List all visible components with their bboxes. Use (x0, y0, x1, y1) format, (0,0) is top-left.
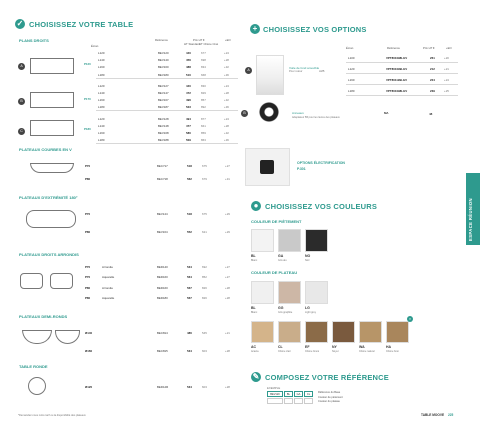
swatch-name: Chêne brun (386, 350, 400, 353)
color-swatch (278, 321, 301, 343)
cell: 486 (187, 331, 192, 335)
cell: BEC814 (157, 331, 168, 335)
cell: +28 (224, 58, 229, 63)
swatch-code: NY (332, 345, 337, 349)
cell: 456 (186, 58, 191, 63)
cell: +20 (444, 56, 449, 60)
cell: L180 (98, 72, 105, 77)
table-drawing-arrondis-2 (50, 273, 73, 289)
cell: 534 (187, 349, 192, 353)
header-prix: Prix HT € (193, 38, 205, 42)
cell: BED140 (157, 265, 168, 269)
cell: 494 (186, 116, 191, 121)
cell: L160 (98, 98, 105, 103)
swatch-code: BL (251, 254, 256, 258)
code-p180: P180 (84, 127, 91, 131)
category-icon-a: A (18, 63, 25, 70)
cell: 677 (201, 51, 206, 55)
cell: L120 (98, 116, 105, 121)
cell: +28 (225, 349, 230, 353)
page-title-left: CHOISISSEZ VOTRE TABLE (29, 20, 134, 29)
pied-title: COULEUR DE PIÈTEMENT (251, 219, 302, 224)
swatch-name: Gris graphite (278, 311, 293, 314)
divider (346, 62, 458, 63)
colors-title: CHOISISSEZ VOS COULEURS (265, 202, 378, 211)
cell: 834 (201, 65, 206, 70)
cell: +27 (225, 275, 230, 279)
table-row (98, 97, 238, 103)
cell: 564 (187, 275, 192, 279)
options-title: CHOISISSEZ VOS OPTIONS (263, 25, 367, 34)
table-row (98, 123, 238, 129)
swatch-code: EF (305, 345, 310, 349)
cell: BEC815 (157, 349, 168, 353)
cell: Aquarelle (102, 275, 115, 279)
cell: +32 (224, 98, 229, 103)
cell: 859 (201, 131, 206, 135)
cell: P70 (85, 275, 91, 279)
section-title-courbes: PLATEAUX COURBES EN V (19, 147, 72, 152)
table-row (85, 163, 245, 169)
ref-cell (294, 398, 303, 404)
ref-cell: GA (294, 391, 303, 397)
table-drawing-extremite (26, 210, 76, 228)
cell: 239 (430, 89, 435, 93)
cell: 534 (187, 265, 192, 269)
cell: 852 (202, 275, 207, 279)
cell: 518 (187, 164, 192, 168)
cell: 534 (187, 385, 192, 389)
swatch-code: WA (359, 345, 365, 349)
voile-image (256, 55, 284, 95)
cell: L100 (348, 56, 355, 60)
swatch-name: Blanc (251, 311, 258, 314)
cell: 892 (201, 105, 206, 110)
section-title-arrondis: PLATEAUX DROITS ARRONDIS (19, 252, 79, 257)
ref-cell: CL (304, 391, 313, 397)
cell: BEV187 (158, 105, 169, 110)
swatch-name: Acacia (251, 350, 259, 353)
cell: VPT801099LGV (386, 67, 408, 71)
table-row (98, 104, 238, 110)
table-row (98, 116, 238, 122)
cell: BEV144 (157, 212, 168, 216)
footnote: *Demandez-nous notre tarif ou la disponibilité des plateaux (18, 414, 86, 417)
cell: L140 (98, 91, 105, 95)
cell: 261 (430, 56, 435, 60)
cell: Ø120 (85, 385, 93, 389)
ref-example: EXEMPLE (267, 386, 281, 390)
swatch-name: Gris alu (278, 259, 287, 262)
cell: BEV160 (158, 65, 169, 70)
table-row (85, 211, 245, 217)
opt-header-prix: Prix HT € (423, 46, 435, 50)
cell: BEV167 (158, 98, 169, 103)
cell: +21 (444, 67, 449, 71)
cell: L140 (98, 58, 105, 63)
table-drawing-a (30, 58, 74, 74)
ref-cell: BEV120 (267, 391, 283, 397)
color-swatch (386, 321, 409, 343)
table-row (98, 50, 238, 56)
ref-legend-item: Couleur de piètement (318, 395, 343, 399)
divider (346, 95, 458, 96)
table-row (98, 64, 238, 70)
category-icon-voile: A (245, 67, 252, 74)
cell: 877 (201, 116, 206, 121)
cell: +28 (224, 123, 229, 128)
swatch-code: NO (305, 254, 311, 258)
header-ht-std: HT Standard (184, 42, 200, 46)
cell: VPT801098LGV (386, 89, 408, 93)
cell: +29 (225, 230, 230, 234)
cell: Arrondie (102, 286, 113, 290)
cell: 698 (201, 58, 206, 63)
ref-legend-item: Couleur du plateau (318, 400, 340, 403)
cell: +28 (225, 385, 230, 389)
cell: 212 (430, 67, 435, 71)
cell: L160 (98, 65, 105, 70)
cell: VPT801098LGV (386, 56, 408, 60)
cell: +25 (444, 89, 449, 93)
section-title-plans-droits: PLANS DROITS (19, 38, 49, 43)
cell: Arrondie (102, 265, 113, 269)
anneau-image (257, 100, 281, 124)
color-swatch (251, 229, 274, 252)
table-row (85, 229, 245, 235)
color-swatch (305, 321, 328, 343)
footer-page: 225 (448, 413, 454, 417)
plateau-title: COULEUR DE PLATEAU (251, 270, 298, 275)
header-eo: +EO (225, 38, 231, 42)
table-drawing-demi-rond-1 (22, 330, 52, 344)
swatch-code: LG (305, 306, 310, 310)
elec-label: OPTIONS ÉLECTRIFICATION (297, 161, 345, 165)
cell: BEV168 (158, 131, 169, 135)
voile-sub: Pour retour (289, 70, 303, 73)
table-drawing-b (30, 92, 74, 108)
cell: BEV147 (158, 91, 169, 95)
cell: L120 (348, 67, 355, 71)
warning-badge: × (408, 316, 412, 321)
table-row (85, 384, 245, 390)
cell: Aquarelle (102, 296, 115, 300)
table-row (98, 83, 238, 89)
cell: P80 (85, 286, 91, 290)
swatch-code: AC (251, 345, 257, 349)
cell: BED160 (157, 275, 168, 279)
cell: +32 (224, 65, 229, 70)
footer-title: TABLE MOOVE (421, 413, 445, 417)
cell: 552 (187, 230, 192, 234)
cell: +31 (225, 177, 230, 181)
cell: 440 (186, 83, 191, 88)
cell: +24 (224, 116, 229, 121)
cell: L160 (348, 78, 355, 82)
cell: 675 (202, 164, 207, 168)
divider (346, 84, 458, 85)
cell: +28 (225, 286, 230, 290)
cell: +28 (224, 91, 229, 95)
table-row (348, 88, 458, 94)
color-swatch (251, 281, 274, 304)
cell: 829 (201, 91, 206, 95)
divider (346, 73, 458, 74)
table-row (348, 55, 458, 61)
table-row (98, 57, 238, 63)
cell: 545 (202, 331, 207, 335)
cell: 857 (201, 98, 206, 103)
cell: BEV140 (158, 58, 169, 63)
cell: L120 (98, 83, 105, 88)
side-tab (466, 173, 480, 245)
cell: VPT801199LGV (386, 78, 408, 82)
swatch-name: Chêne foncé (305, 350, 320, 353)
anneau-label: Anneaux (292, 111, 304, 115)
ref-cell (267, 398, 283, 404)
cell: BED12R (157, 385, 169, 389)
cell: 562 (187, 177, 192, 181)
swatch-code: CL (278, 345, 283, 349)
table-drawing-ronde (28, 377, 46, 395)
swatch-code: HA (386, 345, 392, 349)
color-swatch (359, 321, 382, 343)
cell: BEC718 (157, 177, 168, 181)
cell: L180 (348, 89, 355, 93)
cell: 668 (201, 72, 206, 77)
cell: 496 (186, 98, 191, 103)
side-tab-label: ESPACE RÉUNION (468, 198, 473, 241)
plus-icon: + (250, 24, 260, 34)
swatch-name: Chêne naturel (359, 350, 375, 353)
cell: +24 (224, 51, 229, 55)
anneau-price: 48 (429, 112, 433, 116)
swatch-name: Noir (305, 259, 310, 262)
color-swatch (305, 229, 328, 252)
divider (96, 110, 238, 111)
cell: 603 (202, 385, 207, 389)
table-row (85, 176, 245, 182)
header-ecran: Écran (91, 44, 99, 48)
cell: 826 (202, 296, 207, 300)
table-row (85, 264, 245, 270)
voile-mid: HZB (319, 70, 325, 73)
table-row (98, 130, 238, 136)
palette-icon: ● (251, 201, 261, 211)
cell: 518 (187, 212, 192, 216)
cell: P80 (85, 177, 91, 181)
cell: 830 (201, 83, 206, 88)
cell: BEV128 (158, 116, 169, 121)
cell: L160 (98, 131, 105, 135)
cell: +24 (224, 83, 229, 88)
pencil-icon: ✎ (252, 372, 260, 381)
cell: Ø140 (85, 331, 93, 335)
cell: 692 (202, 265, 207, 269)
cell: P70 (85, 265, 91, 269)
cell: BEV127 (158, 83, 169, 88)
cell: P80 (85, 230, 91, 234)
cell: +32 (224, 131, 229, 135)
table-row (348, 66, 458, 72)
swatch-name: Blanc (251, 259, 258, 262)
cell: 826 (202, 286, 207, 290)
color-swatch (278, 281, 301, 304)
ref-cell: BL (284, 391, 293, 397)
cell: 472 (186, 91, 191, 95)
voile-label: Voile de fond amovible (289, 66, 320, 70)
cell: +24 (444, 78, 449, 82)
ref-cell (304, 398, 313, 404)
table-row (85, 330, 245, 336)
table-drawing-courbes (30, 163, 74, 173)
check-icon: ✓ (16, 19, 24, 28)
cell: BEV188 (158, 138, 169, 143)
divider (96, 78, 238, 79)
color-swatch (305, 281, 328, 304)
table-row (348, 77, 458, 83)
cell: L180 (98, 105, 105, 110)
cell: Ø160 (85, 349, 93, 353)
header-ht-chene: HT Chêne Ciné (199, 42, 219, 46)
cell: +29 (225, 212, 230, 216)
cell: +27 (225, 164, 230, 168)
cell: BED180 (157, 296, 168, 300)
cell: 580 (186, 131, 191, 135)
table-drawing-arrondis-1 (20, 273, 43, 289)
cell: BEV180 (158, 72, 169, 77)
cell: L180 (98, 138, 105, 143)
cell: 841 (201, 123, 206, 128)
plug-icon (260, 160, 274, 174)
color-swatch (332, 321, 355, 343)
code-p120: P120 (84, 62, 91, 66)
section-title-ronde: TABLE RONDE (19, 364, 48, 369)
ref-title: COMPOSEZ VOTRE RÉFÉRENCE (265, 373, 389, 382)
cell: L120 (98, 51, 105, 55)
cell: P70 (85, 212, 91, 216)
cell: BEC717 (157, 164, 168, 168)
category-icon-anneau: B (241, 110, 248, 117)
table-row (85, 274, 245, 280)
category-icon-b: B (18, 98, 25, 105)
cell: 509 (186, 138, 191, 143)
color-swatch (251, 321, 274, 343)
cell: 567 (187, 296, 192, 300)
table-row (98, 90, 238, 96)
cell: L140 (98, 123, 105, 128)
divider (96, 143, 238, 144)
anneau-sub: Adaptateur 5B pour les lèvres des plateaux (292, 116, 340, 119)
cell: +27 (225, 265, 230, 269)
opt-header-reference: Référence (387, 46, 400, 50)
cell: 224 (430, 78, 435, 82)
cell: 523 (186, 105, 191, 110)
cell: +28 (225, 296, 230, 300)
cell: P70 (85, 164, 91, 168)
cell: 567 (187, 286, 192, 290)
swatch-name: Chêne clair (278, 350, 291, 353)
table-row (98, 72, 238, 78)
section-title-demi-ronds: PLATEAUX DEMI-RONDS (19, 314, 68, 319)
opt-header-eo: +EO (446, 46, 452, 50)
swatch-code: BL (251, 306, 256, 310)
cell: BED160 (157, 286, 168, 290)
table-drawing-c (30, 120, 74, 136)
cell: 675 (202, 212, 207, 216)
cell: +21 (225, 331, 230, 335)
cell: 679 (202, 177, 207, 181)
cell: 510 (186, 72, 191, 77)
table-row (85, 348, 245, 354)
table-row (98, 137, 238, 143)
header-reference: Référence (155, 38, 168, 42)
cell: 488 (186, 65, 191, 70)
cell: BEV120 (158, 51, 169, 55)
cell: P80 (85, 296, 91, 300)
cell: 603 (202, 349, 207, 353)
category-icon-c: C (18, 128, 25, 135)
swatch-code: GA (278, 254, 284, 258)
swatch-code: GG (278, 306, 284, 310)
elec-ref: P.301 (297, 167, 306, 171)
cell: BEV164 (157, 230, 168, 234)
cell: 477 (186, 123, 191, 128)
opt-header-ecran: Écran (346, 46, 354, 50)
cell: +36 (224, 138, 229, 143)
anneau-ref: MA (384, 111, 389, 115)
color-swatch (278, 229, 301, 252)
ref-legend-item: Référence du Base (318, 391, 341, 394)
cell: 621 (202, 230, 207, 234)
table-row (85, 295, 245, 301)
cell: 863 (201, 138, 206, 143)
cell: +36 (224, 105, 229, 110)
table-row (85, 285, 245, 291)
cell: BEV148 (158, 123, 169, 128)
cell: +36 (224, 72, 229, 77)
code-p170: P170 (84, 97, 91, 101)
swatch-name: Noyer (332, 350, 339, 353)
ref-cell (284, 398, 293, 404)
cell: 440 (186, 51, 191, 55)
section-title-extremite: PLATEAUX D'EXTRÉMITÉ 180° (19, 195, 78, 200)
swatch-name: Light grey (305, 311, 316, 314)
table-drawing-demi-rond-2 (55, 330, 80, 344)
